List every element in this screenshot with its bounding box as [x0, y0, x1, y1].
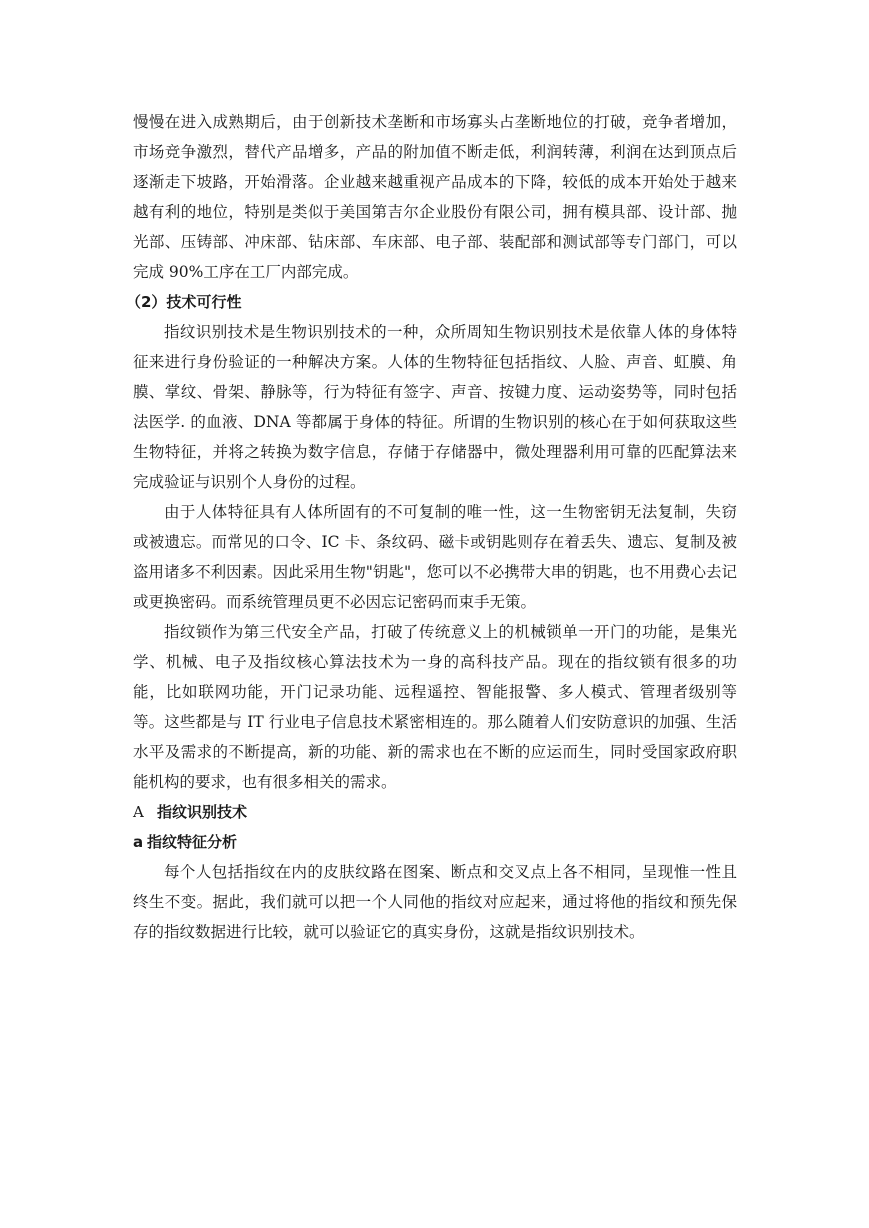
heading-section-label: A — [133, 803, 144, 821]
document-body — [126, 107, 737, 947]
heading-technical-feasibility: （2）技术可行性 — [126, 293, 242, 311]
heading-subsection-label: a — [133, 833, 144, 851]
heading-section-text: 指纹识别技术 — [157, 803, 248, 821]
paragraph-fingerprint-lock: 指纹锁作为第三代安全产品，打破了传统意义上的机械锁单一开门的功能，是集光学、机械、电子及指纹核心算法技术为一身的高科技产品。现在的指纹锁有很多的功能，比如联网功能，开门记录功能、远程遥控、智能报警、多人模式、管理者级别等等。这些都是与 IT 行业电子信息技术紧密相连的。那么随着人们安防意识的加强、生活水平及需求的不断提高，新的功能、新的需求也在不断的应运而生，同时受国家政府职能机构的要求，也有很多相关的需求。 — [133, 623, 737, 791]
paragraph-biometric-intro: 指纹识别技术是生物识别技术的一种，众所周知生物识别技术是依靠人体的身体特征来进行身份验证的一种解决方案。人体的生物特征包括指纹、人脸、声音、虹膜、角膜、掌纹、骨架、静脉等，行为特征有签字、声音、按键力度、运动姿势等，同时包括法医学. 的血液、DNA 等都属于身体的特征。所谓的生物识别的核心在于如何获取这些生物特征，并将之转换为数字信息，存储于存储器中，微处理器利用可靠的匹配算法来完成验证与识别个人身份的过程。 — [133, 323, 737, 491]
paragraph-biometric-uniqueness: 由于人体特征具有人体所固有的不可复制的唯一性，这一生物密钥无法复制，失窃或被遗忘。而常见的口令、IC 卡、条纹码、磁卡或钥匙则存在着丢失、遗忘、复制及被盗用诸多不利因素。因此采用生物"钥匙"，您可以不必携带大串的钥匙，也不用费心去记或更换密码。而系统管理员更不必因忘记密码而束手无策。 — [133, 503, 737, 611]
paragraph-fingerprint-features: 每个人包括指纹在内的皮肤纹路在图案、断点和交叉点上各不相同，呈现惟一性且终生不变。据此，我们就可以把一个人同他的指纹对应起来，通过将他的指纹和预先保存的指纹数据进行比较，就可以验证它的真实身份，这就是指纹识别技术。 — [133, 863, 737, 941]
heading-subsection-text: 指纹特征分析 — [147, 833, 238, 851]
heading-fingerprint-technology — [133, 797, 737, 827]
heading-fingerprint-analysis — [133, 827, 737, 857]
paragraph-market-maturity: 慢慢在进入成熟期后，由于创新技术垄断和市场寡头占垄断地位的打破，竞争者增加，市场竞争激烈，替代产品增多，产品的附加值不断走低，利润转薄，利润在达到顶点后逐渐走下坡路，开始滑落。企业越来越重视产品成本的下降，较低的成本开始处于越来越有利的地位，特别是类似于美国第吉尔企业股份有限公司，拥有模具部、设计部、抛光部、压铸部、冲床部、钻床部、车床部、电子部、装配部和测试部等专门部门，可以完成 90%工序在工厂内部完成。 — [133, 113, 737, 281]
